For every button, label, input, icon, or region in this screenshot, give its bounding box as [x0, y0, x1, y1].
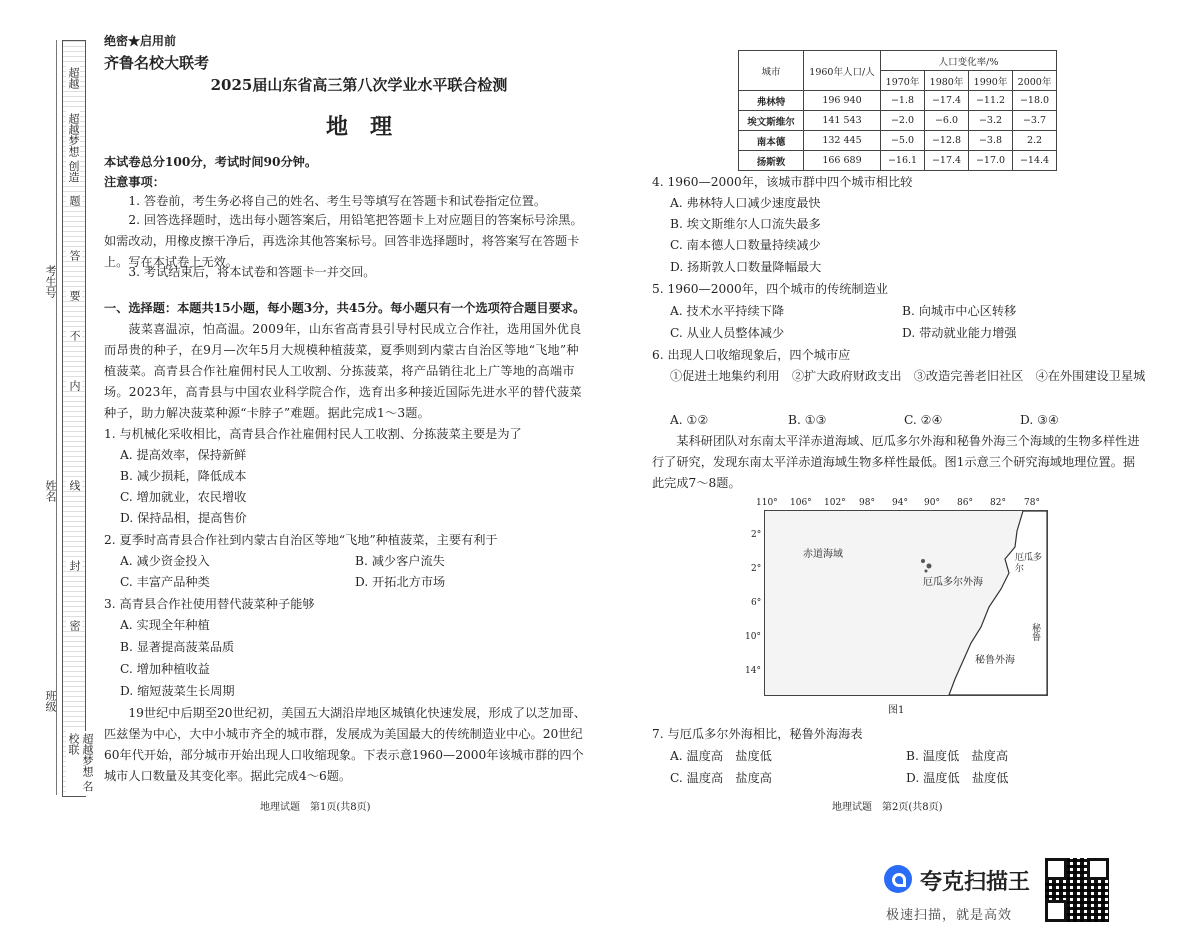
question-4-option-b[interactable]: B. 埃文斯维尔人口流失最多 [670, 217, 821, 231]
table-cell: −3.8 [969, 131, 1013, 151]
land-shape [949, 511, 1047, 695]
table-header-city: 城市 [739, 51, 804, 91]
study-area-map [764, 510, 1048, 696]
question-5-option-a[interactable]: A. 技术水平持续下降 [670, 304, 785, 318]
notice-3: 3. 考试结束后，将本试卷和答题卡一并交回。 [128, 265, 376, 279]
seal-char: 不 [68, 330, 81, 341]
table-cell: −6.0 [925, 111, 969, 131]
binding-strip [62, 40, 94, 797]
org-name: 齐鲁名校大联考 [104, 54, 210, 72]
question-6-items: ①促进土地集约利用 ②扩大政府财政支出 ③改造完善老旧社区 ④在外围建设卫星城 [670, 369, 1146, 383]
question-5-option-c[interactable]: C. 从业人员整体减少 [670, 326, 785, 340]
binding-line [56, 40, 57, 795]
map-lat-ticks [745, 510, 763, 694]
question-7-option-c[interactable]: C. 温度高 盐度高 [670, 771, 772, 785]
question-6-option-b[interactable]: B. ①③ [788, 413, 827, 427]
seal-char: 线 [68, 480, 81, 491]
scanner-slogan: 极速扫描，就是高效 [886, 908, 1013, 923]
strip-text-top: 超越 [67, 67, 80, 89]
lon-tick: 78° [1024, 498, 1040, 508]
qr-code-icon [1045, 858, 1109, 922]
question-3-stem: 3. 高青县合作社使用替代菠菜种子能够 [104, 597, 315, 611]
question-6-option-d[interactable]: D. ③④ [1020, 413, 1059, 427]
lon-tick: 94° [892, 498, 908, 508]
table-row [739, 151, 1057, 171]
label-class: 班级 [44, 690, 57, 712]
table-year: 1990年 [969, 71, 1013, 91]
scanner-logo-icon [884, 865, 912, 893]
passage-2: 19世纪中后期至20世纪初，美国五大湖沿岸地区城镇化快速发展，形成了以芝加哥、匹兹堡为中心，大中小城市齐全的城市群，发展成为美国最大的传统制造业中心。20世纪60年代开始，部分城市开始出现人口收缩现象。下表示意1960—2000年该城市群的四个城市人口数量及其变化率。据此完成4～6题。 [104, 706, 586, 783]
lon-tick: 86° [957, 498, 973, 508]
table-cell: −1.8 [881, 91, 925, 111]
footer-right: 地理试题 第2页(共8页) [832, 802, 943, 813]
table-cell: −17.4 [925, 151, 969, 171]
lat-tick: 2° [751, 564, 762, 574]
table-cell-city: 弗林特 [739, 91, 804, 111]
notice-title: 注意事项： [104, 175, 165, 189]
label-exam-id: 考生号 [44, 265, 57, 298]
lat-tick: 14° [745, 666, 761, 676]
population-table [738, 50, 1057, 171]
table-cell-city: 南本德 [739, 131, 804, 151]
seal-char: 题 [68, 195, 81, 206]
lon-tick: 90° [924, 498, 940, 508]
table-cell: −3.2 [969, 111, 1013, 131]
lon-tick: 102° [824, 498, 846, 508]
question-3-option-c[interactable]: C. 增加种植收益 [120, 662, 210, 676]
question-5-option-d[interactable]: D. 带动就业能力增强 [902, 326, 1017, 340]
lat-tick: 6° [751, 598, 762, 608]
footer-left: 地理试题 第1页(共8页) [260, 802, 371, 813]
lon-tick: 106° [790, 498, 812, 508]
table-cell: −5.0 [881, 131, 925, 151]
notice-2: 2. 回答选择题时，选出每小题答案后，用铅笔把答题卡上对应题目的答案标号涂黑。如需改动，用橡皮擦干净后，再选涂其他答案标号。回答非选择题时，将答案写在答题卡上。写在本试卷上无效。 [104, 213, 583, 269]
table-cell: −16.1 [881, 151, 925, 171]
secret-mark: 绝密★启用前 [104, 34, 177, 48]
table-row [739, 91, 1057, 111]
question-6-option-a[interactable]: A. ①② [670, 413, 709, 427]
table-cell-pop: 141 543 [804, 111, 881, 131]
lon-tick: 98° [859, 498, 875, 508]
label-ecuador: 厄瓜多尔 [1015, 553, 1043, 574]
seal-char: 要 [68, 290, 81, 301]
table-cell: −12.8 [925, 131, 969, 151]
label-name: 姓名 [44, 480, 57, 502]
map-graphic [765, 511, 1047, 695]
question-7-option-d[interactable]: D. 温度低 盐度低 [906, 771, 1009, 785]
seal-char: 内 [68, 380, 81, 391]
question-1-option-c[interactable]: C. 增加就业，农民增收 [120, 490, 247, 504]
table-header-pop: 1960年人口/人 [804, 51, 881, 91]
table-cell: −14.4 [1013, 151, 1057, 171]
table-cell-pop: 196 940 [804, 91, 881, 111]
label-peru-sea: 秘鲁外海 [975, 655, 1015, 666]
question-4-stem: 4. 1960—2000年，该城市群中四个城市相比较 [652, 175, 913, 189]
table-cell: −3.7 [1013, 111, 1057, 131]
question-6-stem: 6. 出现人口收缩现象后，四个城市应 [652, 348, 851, 362]
label-peru: 秘鲁 [1030, 623, 1040, 641]
table-year: 2000年 [1013, 71, 1057, 91]
table-cell-pop: 132 445 [804, 131, 881, 151]
table-row [739, 111, 1057, 131]
question-1-option-a[interactable]: A. 提高效率，保持新鲜 [120, 448, 247, 462]
question-6-option-c[interactable]: C. ②④ [904, 413, 943, 427]
notice-1: 1. 答卷前，考生务必将自己的姓名、考生号等填写在答题卡和试卷指定位置。 [128, 194, 547, 208]
exam-title: 2025届山东省高三第八次学业水平联合检测 [210, 76, 508, 94]
table-cell: 2.2 [1013, 131, 1057, 151]
subject-title: 地 理 [325, 114, 392, 140]
galapagos-island [927, 564, 932, 569]
figure-caption: 图1 [888, 705, 905, 716]
question-2-option-b[interactable]: B. 减少客户流失 [355, 554, 445, 568]
question-7-option-b[interactable]: B. 温度低 盐度高 [906, 749, 1009, 763]
question-4-option-d[interactable]: D. 扬斯敦人口数量降幅最大 [670, 260, 822, 274]
seal-char: 封 [68, 560, 81, 571]
seal-char: 答 [68, 250, 81, 261]
table-cell: −18.0 [1013, 91, 1057, 111]
question-4-option-c[interactable]: C. 南本德人口数量持续减少 [670, 238, 821, 252]
table-year: 1970年 [881, 71, 925, 91]
lon-tick: 110° [756, 498, 778, 508]
question-3-option-a[interactable]: A. 实现全年种植 [120, 618, 210, 632]
table-cell: −2.0 [881, 111, 925, 131]
table-cell: −17.4 [925, 91, 969, 111]
question-4-option-a[interactable]: A. 弗林特人口减少速度最快 [670, 196, 821, 210]
question-1-stem: 1. 与机械化采收相比，高青县合作社雇佣村民人工收割、分拣菠菜主要是为了 [104, 427, 522, 441]
table-cell-pop: 166 689 [804, 151, 881, 171]
question-3-option-d[interactable]: D. 缩短菠菜生长周期 [120, 684, 235, 698]
exam-info: 本试卷总分100分，考试时间90分钟。 [104, 155, 318, 169]
table-cell-city: 扬斯敦 [739, 151, 804, 171]
table-header-rate: 人口变化率/% [881, 51, 1057, 71]
question-5-stem: 5. 1960—2000年，四个城市的传统制造业 [652, 282, 888, 296]
lat-tick: 10° [745, 632, 761, 642]
scanner-brand: 夸克扫描王 [920, 870, 1031, 895]
passage-1: 菠菜喜温凉，怕高温。2009年，山东省高青县引导村民成立合作社，选用国外优良而昂贵的种子，在9月—次年5月大规模种植菠菜，夏季则到内蒙古自治区等地“飞地”种植菠菜。高青县合作社雇佣村民人工收割、分拣菠菜，将产品销往北上广等地的高端市场。2023年，高青县与中国农业科学院合作，选育出多种接近国际先进水平的替代菠菜种子，助力解决菠菜种源“卡脖子”难题。据此完成1～3题。 [104, 322, 582, 420]
question-1-option-b[interactable]: B. 减少损耗，降低成本 [120, 469, 247, 483]
section-title: 一、选择题：本题共15小题，每小题3分，共45分。每小题只有一个选项符合题目要求。 [104, 301, 586, 315]
strip-text-bottom: 超越梦想 名校联 [66, 731, 94, 796]
lat-tick: 2° [751, 530, 762, 540]
question-7-stem: 7. 与厄瓜多尔外海相比，秘鲁外海海表 [652, 727, 863, 741]
strip-text-mid: 超越梦想 创造 [67, 113, 80, 183]
question-7-option-a[interactable]: A. 温度高 盐度低 [670, 749, 772, 763]
seal-char: 密 [68, 620, 81, 631]
question-3-option-b[interactable]: B. 显著提高菠菜品质 [120, 640, 235, 654]
label-equatorial-sea: 赤道海域 [803, 549, 843, 560]
question-2-option-a[interactable]: A. 减少资金投入 [120, 554, 210, 568]
question-5-option-b[interactable]: B. 向城市中心区转移 [902, 304, 1017, 318]
lon-tick: 82° [990, 498, 1006, 508]
label-ecuador-sea: 厄瓜多尔外海 [923, 577, 983, 588]
question-2-option-d[interactable]: D. 开拓北方市场 [355, 575, 446, 589]
question-2-option-c[interactable]: C. 丰富产品种类 [120, 575, 210, 589]
table-cell: −17.0 [969, 151, 1013, 171]
table-cell-city: 埃文斯维尔 [739, 111, 804, 131]
passage-3: 某科研团队对东南太平洋赤道海域、厄瓜多尔外海和秘鲁外海三个海域的生物多样性进行了研究，发现东南太平洋赤道海域生物多样性最低。图1示意三个研究海域地理位置。据此完成7～8题。 [652, 434, 1140, 490]
table-row [739, 131, 1057, 151]
table-cell: −11.2 [969, 91, 1013, 111]
galapagos-island [921, 559, 925, 563]
table-year: 1980年 [925, 71, 969, 91]
question-1-option-d[interactable]: D. 保持品相，提高售价 [120, 511, 247, 525]
question-2-stem: 2. 夏季时高青县合作社到内蒙古自治区等地“飞地”种植菠菜，主要有利于 [104, 533, 498, 547]
